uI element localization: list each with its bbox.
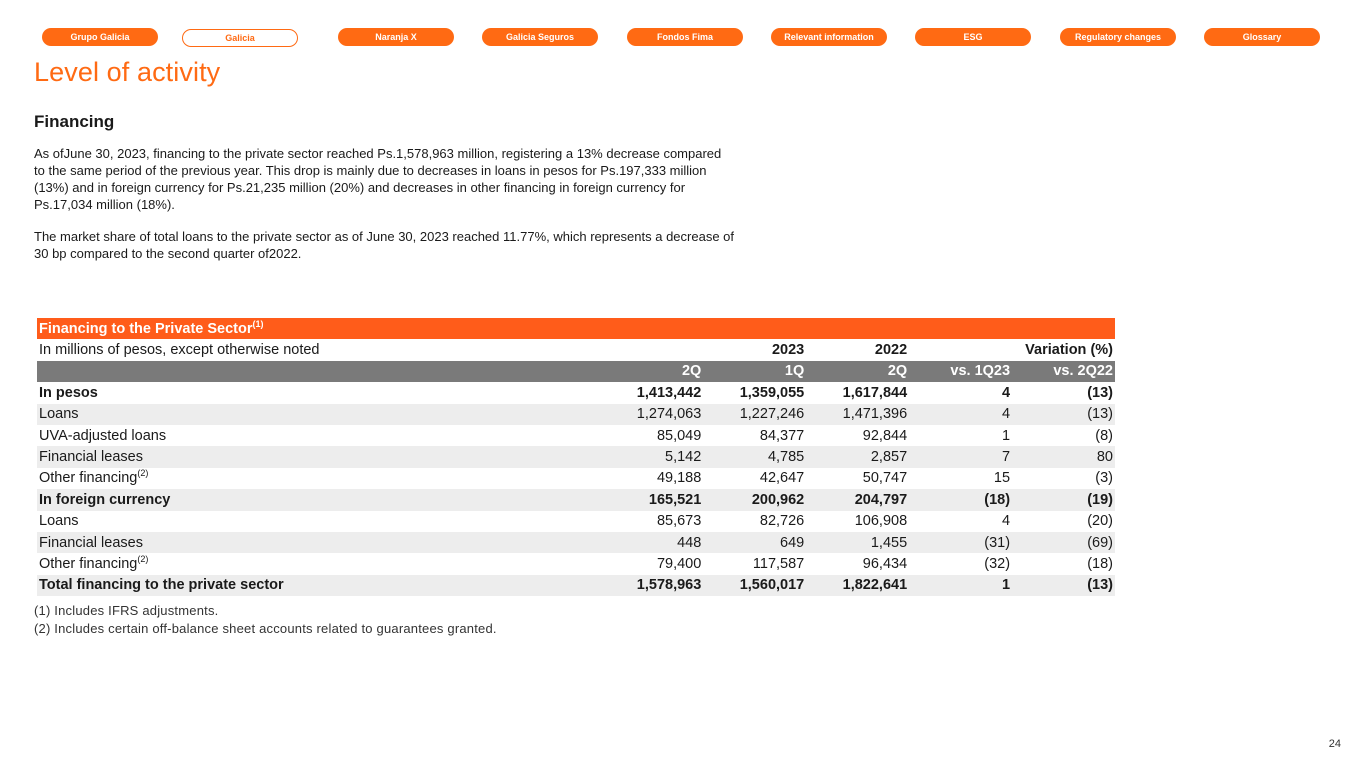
table-cell: 448 — [600, 532, 703, 553]
row-label: Other financing$^{(2)}$ — [39, 468, 149, 487]
table-row — [37, 553, 1115, 574]
table-cell: 204,797 — [806, 489, 909, 510]
column-header-row — [37, 361, 1115, 382]
table-cell: 50,747 — [862, 470, 908, 487]
row-label: Loans — [37, 404, 600, 425]
table-cell: (69) — [1012, 532, 1115, 553]
column-header: 2Q — [600, 361, 703, 382]
table-row — [37, 575, 1115, 596]
column-header: vs. 1Q23 — [909, 361, 1012, 382]
table-cell: (13) — [1012, 404, 1115, 425]
table-cell: 85,049 — [656, 427, 702, 444]
table-cell: 1,578,963 — [600, 575, 703, 596]
table-cell: (8) — [1095, 427, 1113, 444]
table-row — [37, 404, 1115, 425]
table-cell: 1,227,246 — [703, 404, 806, 425]
table-cell: 2,857 — [806, 446, 909, 467]
table-cell: 85,673 — [656, 513, 702, 530]
year-2022: 2022 — [874, 342, 908, 359]
year-2023: 2023 — [771, 342, 805, 359]
table-row — [37, 489, 1115, 510]
table-cell: 4 — [1001, 384, 1011, 401]
table-title-row — [37, 318, 1115, 339]
row-label: Financial leases — [37, 532, 600, 553]
column-header: vs. 2Q22 — [1012, 361, 1115, 382]
financing-table — [37, 318, 1115, 596]
table-cell: (31) — [909, 532, 1012, 553]
column-header: 1Q — [703, 361, 806, 382]
table-cell: 15 — [993, 470, 1011, 487]
variation-header: Variation (%) — [1025, 342, 1113, 359]
row-label: Loans — [39, 513, 79, 530]
table-cell: 80 — [1012, 446, 1115, 467]
nav-tab-relevant-information[interactable]: Relevant information — [771, 28, 887, 46]
nav-tab-regulatory-changes[interactable]: Regulatory changes — [1060, 28, 1176, 46]
table-cell: 1,617,844 — [842, 384, 908, 401]
table-cell: 1 — [1001, 427, 1011, 444]
nav-tab-esg[interactable]: ESG — [915, 28, 1031, 46]
table-cell: 4 — [1001, 513, 1011, 530]
table-row — [37, 468, 1115, 489]
table-cell: 165,521 — [600, 489, 703, 510]
page-title: Level of activity — [34, 57, 221, 87]
row-label: In pesos — [39, 384, 98, 401]
nav-tab-grupo-galicia[interactable]: Grupo Galicia — [42, 28, 158, 46]
row-label: UVA-adjusted loans — [39, 427, 167, 444]
column-header: 2Q — [806, 361, 909, 382]
table-cell: (19) — [1012, 489, 1115, 510]
nav-tab-galicia-seguros[interactable]: Galicia Seguros — [482, 28, 598, 46]
table-cell: 4,785 — [703, 446, 806, 467]
table-cell: (32) — [984, 555, 1011, 572]
table-cell: 1,455 — [806, 532, 909, 553]
table-cell: 82,726 — [759, 513, 805, 530]
market-share-paragraph: The market share of total loans to the private sector as of June 30, 2023 reached 11.77%, which represents a decrease of 30 bp compared to the second quarter of2022. — [34, 229, 735, 261]
nav-tab-fondos-fima[interactable]: Fondos Fima — [627, 28, 743, 46]
table-cell: (13) — [1087, 384, 1113, 401]
footnote-1: (1) Includes IFRS adjustments. — [34, 603, 219, 618]
table-cell: 1,413,442 — [636, 384, 702, 401]
table-cell: 42,647 — [759, 470, 805, 487]
section-subtitle: Financing — [34, 112, 115, 131]
table-cell: (3) — [1095, 470, 1113, 487]
table-title: Financing to the Private Sector$^{(1)}$ — [37, 318, 1115, 339]
table-cell: 4 — [909, 404, 1012, 425]
table-cell: (20) — [1087, 513, 1113, 530]
table-cell: 5,142 — [600, 446, 703, 467]
nav-tab-galicia[interactable]: Galicia — [182, 29, 298, 47]
table-body — [37, 382, 1115, 596]
table-cell: 117,587 — [752, 555, 805, 572]
nav-tab-glossary[interactable]: Glossary — [1204, 28, 1320, 46]
table-cell: 92,844 — [862, 427, 908, 444]
row-label: In foreign currency — [37, 489, 600, 510]
table-row — [37, 511, 1115, 532]
row-label: Other financing$^{(2)}$ — [39, 554, 149, 572]
table-cell: 84,377 — [759, 427, 805, 444]
table-cell: (18) — [909, 489, 1012, 510]
table-row — [37, 425, 1115, 446]
units-label: In millions of pesos, except otherwise noted — [39, 342, 320, 359]
table-cell: (13) — [1012, 575, 1115, 596]
financing-paragraph: As ofJune 30, 2023, financing to the private sector reached Ps.1,578,963 million, registering a 13% decrease compared to the same period of the previous year. This drop is mainly due to decreases in loans in pesos for Ps.197,333 million (13%) and in foreign currency for Ps.21,235 million (20%) and decreases in other financing in foreign currency for Ps.17,034 million (18%). — [34, 146, 722, 212]
table-row — [37, 446, 1115, 467]
table-cell: 1,822,641 — [806, 575, 909, 596]
table-row — [37, 532, 1115, 553]
table-cell: 7 — [909, 446, 1012, 467]
table-cell: 106,908 — [854, 513, 908, 530]
table-row — [37, 382, 1115, 403]
row-label: Total financing to the private sector — [37, 575, 600, 596]
table-cell: 1 — [909, 575, 1012, 596]
row-label: Financial leases — [37, 446, 600, 467]
table-cell: 79,400 — [656, 555, 702, 572]
footnote-2: (2) Includes certain off-balance sheet accounts related to guarantees granted. — [34, 621, 497, 636]
table-cell: 1,274,063 — [600, 404, 703, 425]
table-cell: 200,962 — [703, 489, 806, 510]
table-cell: 1,359,055 — [739, 384, 805, 401]
table-year-row — [37, 339, 1115, 360]
page-number: 24 — [1328, 738, 1341, 750]
table-cell: 96,434 — [862, 555, 908, 572]
table-cell: 649 — [703, 532, 806, 553]
table-cell: 49,188 — [656, 470, 702, 487]
table-cell: (18) — [1087, 555, 1113, 572]
nav-tab-naranja-x[interactable]: Naranja X — [338, 28, 454, 46]
table-cell: 1,471,396 — [806, 404, 909, 425]
table-cell: 1,560,017 — [703, 575, 806, 596]
